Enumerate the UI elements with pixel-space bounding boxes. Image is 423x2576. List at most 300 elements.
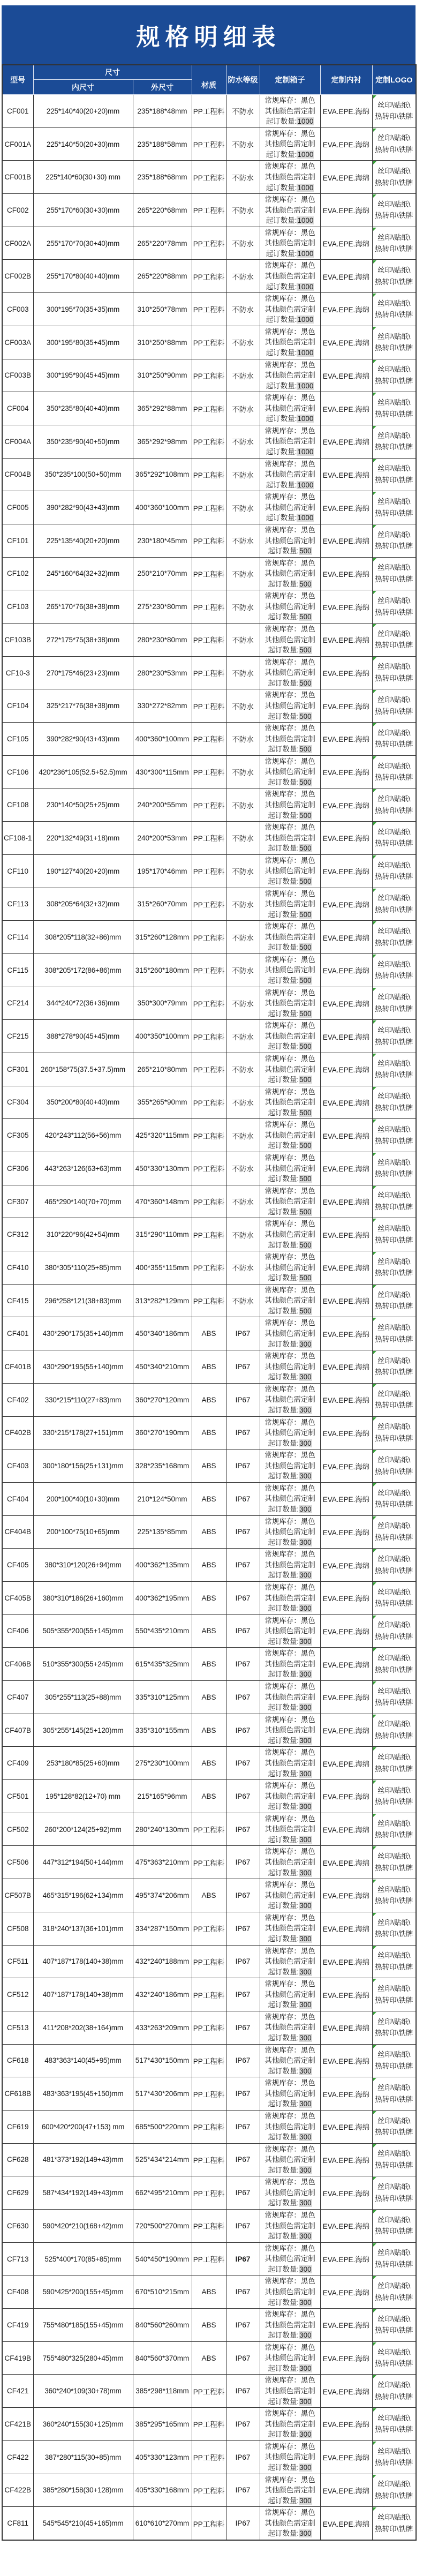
table-row (2, 1416, 416, 1450)
custom-liner-cell: EVA.EPE.海绵 (320, 1284, 372, 1317)
waterproof-cell: 不防水 (226, 127, 260, 161)
custom-liner-cell: EVA.EPE.海绵 (320, 2440, 372, 2474)
waterproof-cell: IP67 (226, 1416, 260, 1450)
moq-line (261, 1174, 320, 1184)
moq-prefix: 起订数量: (266, 316, 297, 324)
logo-method-line-1: 丝印\贴纸\ (377, 101, 411, 109)
moq-prefix: 起订数量: (268, 910, 299, 919)
table-row (2, 921, 416, 954)
moq-value: 1000 (297, 348, 314, 357)
other-color-line: 其他颜色需定制 (265, 1395, 315, 1404)
table-row (2, 1053, 416, 1086)
table-row (2, 491, 416, 524)
custom-box-cell (260, 524, 320, 557)
moq-value: 300 (299, 2463, 312, 2472)
moq-prefix: 起订数量: (268, 1141, 299, 1150)
logo-method-line-1: 丝印\贴纸\ (377, 1356, 411, 1365)
moq-value: 500 (299, 1076, 312, 1084)
custom-liner-cell: EVA.EPE.海绵 (320, 127, 372, 161)
model-cell: CF628 (2, 2143, 33, 2176)
stock-color-line: 常规库存：黑色 (265, 658, 315, 666)
custom-box-cell (260, 2143, 320, 2176)
waterproof-cell: 不防水 (226, 491, 260, 524)
logo-method-line-1: 丝印\贴纸\ (377, 1819, 411, 1828)
stock-color-line: 常规库存：黑色 (265, 426, 315, 435)
inner-size-cell: 255*170*80(40+40)mm (33, 260, 133, 293)
moq-line (261, 2462, 320, 2473)
table-header (2, 65, 416, 95)
custom-logo-cell (372, 2110, 416, 2143)
moq-line (261, 2397, 320, 2407)
other-color-line: 其他颜色需定制 (265, 2320, 315, 2329)
moq-line (261, 1669, 320, 1680)
moq-line (261, 843, 320, 854)
waterproof-cell: 不防水 (226, 1020, 260, 1053)
logo-method-line-2: 热转印\铁牌 (375, 641, 413, 650)
moq-value: 1000 (297, 415, 314, 423)
outer-size-cell: 315*260*180mm (133, 953, 192, 987)
material-cell: PP工程料 (192, 1813, 226, 1846)
waterproof-cell: IP67 (226, 1515, 260, 1549)
outer-size-cell: 215*165*96mm (133, 1780, 192, 1813)
inner-size-cell: 318*240*137(36+101)mm (33, 1912, 133, 1945)
inner-size-cell: 350*200*80(40+40)mm (33, 1086, 133, 1119)
material-cell: PP工程料 (192, 161, 226, 194)
page-title: 规格明细表 (136, 24, 281, 50)
other-color-line: 其他颜色需定制 (265, 2486, 315, 2495)
other-color-line: 其他颜色需定制 (265, 536, 315, 545)
moq-line (261, 546, 320, 557)
material-cell: PP工程料 (192, 2242, 226, 2275)
other-color-line: 其他颜色需定制 (265, 2387, 315, 2395)
moq-line (261, 1801, 320, 1812)
custom-box-cell (260, 854, 320, 888)
inner-size-cell: 200*100*40(10+30)mm (33, 1482, 133, 1515)
moq-prefix: 起订数量: (268, 1042, 299, 1051)
custom-box-cell (260, 953, 320, 987)
table-row (2, 2077, 416, 2111)
outer-size-cell: 517*430*150mm (133, 2044, 192, 2077)
logo-method-line-1: 丝印\贴纸\ (377, 266, 411, 275)
inner-size-cell: 225*140*50(20+30)mm (33, 127, 133, 161)
model-cell: CF419 (2, 2309, 33, 2342)
model-cell: CF401B (2, 1350, 33, 1384)
moq-line (261, 215, 320, 226)
moq-line (261, 1967, 320, 1978)
col-header-waterproof: 防水等级 (226, 65, 260, 95)
custom-box-cell (260, 1020, 320, 1053)
moq-prefix: 起订数量: (268, 2265, 299, 2273)
stock-color-line: 常规库存：黑色 (265, 625, 315, 633)
table-row (2, 2143, 416, 2176)
stock-color-line: 常规库存：黑色 (265, 196, 315, 204)
custom-box-cell (260, 2077, 320, 2111)
custom-liner-cell: EVA.EPE.海绵 (320, 2044, 372, 2077)
other-color-line: 其他颜色需定制 (265, 2089, 315, 2098)
logo-method-line-1: 丝印\贴纸\ (377, 861, 411, 869)
custom-logo-cell (372, 723, 416, 756)
moq-value: 300 (299, 1835, 312, 1844)
custom-box-cell (260, 260, 320, 293)
material-cell: PP工程料 (192, 953, 226, 987)
stock-color-line: 常规库存：黑色 (265, 394, 315, 402)
stock-color-line: 常规库存：黑色 (265, 856, 315, 865)
material-cell: PP工程料 (192, 2375, 226, 2408)
material-cell: ABS (192, 1648, 226, 1681)
stock-color-line: 常规库存：黑色 (265, 724, 315, 733)
moq-value: 500 (299, 1241, 312, 1249)
table-row (2, 2408, 416, 2441)
moq-prefix: 起订数量: (266, 117, 297, 126)
other-color-line: 其他颜色需定制 (265, 140, 315, 148)
custom-liner-cell: EVA.EPE.海绵 (320, 1383, 372, 1416)
custom-liner-cell: EVA.EPE.海绵 (320, 953, 372, 987)
custom-box-cell (260, 888, 320, 921)
logo-method-line-1: 丝印\贴纸\ (377, 2480, 411, 2489)
other-color-line: 其他颜色需定制 (265, 1429, 315, 1437)
moq-value: 1000 (297, 316, 314, 324)
custom-box-cell (260, 2044, 320, 2077)
moq-value: 500 (299, 844, 312, 853)
logo-method-line-2: 热转印\铁牌 (375, 1963, 413, 1971)
material-cell: PP工程料 (192, 2474, 226, 2507)
logo-method-line-2: 热转印\铁牌 (375, 1004, 413, 1013)
model-cell: CF401 (2, 1317, 33, 1350)
stock-color-line: 常规库存：黑色 (265, 295, 315, 303)
waterproof-cell: IP67 (226, 1879, 260, 1912)
material-cell: PP工程料 (192, 1978, 226, 2011)
custom-liner-cell: EVA.EPE.海绵 (320, 1152, 372, 1185)
waterproof-cell: IP67 (226, 2143, 260, 2176)
moq-line (261, 2165, 320, 2176)
custom-liner-cell: EVA.EPE.海绵 (320, 1614, 372, 1648)
stock-color-line: 常规库存：黑色 (265, 493, 315, 501)
waterproof-cell: IP67 (226, 1450, 260, 1483)
waterproof-cell: 不防水 (226, 689, 260, 723)
stock-color-line: 常规库存：黑色 (265, 1054, 315, 1063)
moq-line (261, 2528, 320, 2539)
moq-prefix: 起订数量: (266, 249, 297, 258)
custom-liner-cell: EVA.EPE.海绵 (320, 557, 372, 590)
logo-method-line-1: 丝印\贴纸\ (377, 762, 411, 770)
model-cell: CF10-3 (2, 656, 33, 689)
moq-line (261, 381, 320, 392)
stock-color-line: 常规库存：黑色 (265, 2343, 315, 2352)
outer-size-cell: 280*230*53mm (133, 656, 192, 689)
other-color-line: 其他颜色需定制 (265, 2156, 315, 2164)
model-cell: CF409 (2, 1747, 33, 1780)
logo-method-line-1: 丝印\贴纸\ (377, 663, 411, 671)
stock-color-line: 常规库存：黑色 (265, 1319, 315, 1327)
table-row (2, 822, 416, 855)
custom-logo-cell (372, 888, 416, 921)
logo-method-line-2: 热转印\铁牌 (375, 2260, 413, 2269)
moq-line (261, 1868, 320, 1879)
custom-liner-cell: EVA.EPE.海绵 (320, 723, 372, 756)
material-cell: ABS (192, 1780, 226, 1813)
moq-value: 500 (299, 877, 312, 885)
moq-prefix: 起订数量: (268, 1373, 299, 1381)
table-row (2, 1681, 416, 1714)
moq-prefix: 起订数量: (268, 1637, 299, 1646)
moq-value: 300 (299, 1902, 312, 1910)
moq-prefix: 起订数量: (266, 514, 297, 522)
outer-size-cell: 275*230*80mm (133, 590, 192, 624)
logo-method-line-2: 热转印\铁牌 (375, 377, 413, 385)
moq-line (261, 1769, 320, 1779)
moq-line (261, 1207, 320, 1218)
inner-size-cell: 330*215*178(27+151)mm (33, 1416, 133, 1450)
custom-box-cell (260, 1185, 320, 1218)
table-row (2, 2044, 416, 2077)
moq-value: 300 (299, 1439, 312, 1447)
outer-size-cell: 235*188*48mm (133, 95, 192, 128)
col-header-size: 尺寸 (33, 65, 192, 80)
table-row (2, 1581, 416, 1614)
custom-logo-cell (372, 1714, 416, 1747)
custom-logo-cell (372, 1251, 416, 1285)
custom-liner-cell: EVA.EPE.海绵 (320, 590, 372, 624)
moq-line (261, 579, 320, 590)
moq-value: 300 (299, 1934, 312, 1943)
table-row (2, 2011, 416, 2044)
moq-value: 500 (299, 910, 312, 919)
outer-size-cell: 385*295*165mm (133, 2408, 192, 2441)
model-cell: CF513 (2, 2011, 33, 2044)
logo-method-line-2: 热转印\铁牌 (375, 1930, 413, 1939)
custom-liner-cell: EVA.EPE.海绵 (320, 788, 372, 822)
other-color-line: 其他颜色需定制 (265, 1494, 315, 1503)
moq-value: 300 (299, 1967, 312, 1976)
logo-method-line-2: 热转印\铁牌 (375, 1401, 413, 1410)
table-row (2, 1317, 416, 1350)
outer-size-cell: 525*434*214mm (133, 2143, 192, 2176)
custom-logo-cell (372, 1978, 416, 2011)
custom-box-cell (260, 2474, 320, 2507)
waterproof-cell: 不防水 (226, 755, 260, 788)
custom-liner-cell: EVA.EPE.海绵 (320, 1482, 372, 1515)
custom-liner-cell: EVA.EPE.海绵 (320, 1747, 372, 1780)
waterproof-cell: 不防水 (226, 326, 260, 359)
table-row (2, 359, 416, 392)
moq-prefix: 起订数量: (268, 2496, 299, 2505)
inner-size-cell: 388*278*90(45+45)mm (33, 1020, 133, 1053)
outer-size-cell: 400*360*100mm (133, 723, 192, 756)
custom-logo-cell (372, 921, 416, 954)
table-row (2, 1185, 416, 1218)
custom-liner-cell: EVA.EPE.海绵 (320, 888, 372, 921)
stock-color-line: 常规库存：黑色 (265, 1352, 315, 1361)
stock-color-line: 常规库存：黑色 (265, 889, 315, 898)
outer-size-cell: 265*210*80mm (133, 1053, 192, 1086)
other-color-line: 其他颜色需定制 (265, 1296, 315, 1305)
other-color-line: 其他颜色需定制 (265, 1164, 315, 1173)
custom-logo-cell (372, 2011, 416, 2044)
moq-line (261, 876, 320, 887)
logo-method-line-1: 丝印\贴纸\ (377, 1555, 411, 1563)
custom-logo-cell (372, 755, 416, 788)
moq-prefix: 起订数量: (268, 1868, 299, 1877)
inner-size-cell: 225*140*60(30+30) mm (33, 161, 133, 194)
inner-size-cell: 255*170*60(30+30)mm (33, 194, 133, 227)
moq-value: 500 (299, 1108, 312, 1117)
model-cell: CF512 (2, 1978, 33, 2011)
moq-line (261, 348, 320, 358)
custom-logo-cell (372, 2176, 416, 2210)
other-color-line: 其他颜色需定制 (265, 470, 315, 479)
logo-method-line-2: 热转印\铁牌 (375, 938, 413, 947)
model-cell: CF618B (2, 2077, 33, 2111)
inner-size-cell: 420*243*112(56+56)mm (33, 1119, 133, 1152)
other-color-line: 其他颜色需定制 (265, 2023, 315, 2032)
moq-line (261, 744, 320, 755)
stock-color-line: 常规库存：黑色 (265, 1517, 315, 1526)
moq-line (261, 1901, 320, 1911)
table-row (2, 2341, 416, 2375)
outer-size-cell: 400*362*195mm (133, 1581, 192, 1614)
other-color-line: 其他颜色需定制 (265, 2287, 315, 2296)
moq-value: 300 (299, 2364, 312, 2372)
outer-size-cell: 615*435*325mm (133, 1648, 192, 1681)
inner-size-cell: 385*280*158(30+128)mm (33, 2474, 133, 2507)
other-color-line: 其他颜色需定制 (265, 867, 315, 875)
custom-liner-cell: EVA.EPE.海绵 (320, 1119, 372, 1152)
outer-size-cell: 685*500*220mm (133, 2110, 192, 2143)
inner-size-cell: 310*220*96(42+54)mm (33, 1218, 133, 1251)
custom-liner-cell: EVA.EPE.海绵 (320, 2210, 372, 2243)
material-cell: PP工程料 (192, 2408, 226, 2441)
material-cell: PP工程料 (192, 2176, 226, 2210)
logo-method-line-1: 丝印\贴纸\ (377, 1654, 411, 1663)
table-row (2, 392, 416, 425)
model-cell: CF421 (2, 2375, 33, 2408)
custom-box-cell (260, 822, 320, 855)
logo-method-line-1: 丝印\贴纸\ (377, 1092, 411, 1101)
moq-line (261, 2099, 320, 2109)
moq-value: 500 (299, 679, 312, 687)
custom-liner-cell: EVA.EPE.海绵 (320, 1879, 372, 1912)
other-color-line: 其他颜色需定制 (265, 206, 315, 214)
material-cell: ABS (192, 1549, 226, 1582)
waterproof-cell: IP67 (226, 1945, 260, 1978)
stock-color-line: 常规库存：黑色 (265, 790, 315, 799)
stock-color-line: 常规库存：黑色 (265, 228, 315, 237)
material-cell: PP工程料 (192, 624, 226, 657)
logo-method-line-2: 热转印\铁牌 (375, 2194, 413, 2203)
waterproof-cell: 不防水 (226, 260, 260, 293)
table-row (2, 1218, 416, 1251)
custom-logo-cell (372, 95, 416, 128)
outer-size-cell: 432*240*186mm (133, 1978, 192, 2011)
moq-prefix: 起订数量: (266, 282, 297, 291)
logo-method-line-1: 丝印\贴纸\ (377, 1753, 411, 1762)
waterproof-cell: IP67 (226, 1581, 260, 1614)
outer-size-cell: 310*250*90mm (133, 359, 192, 392)
logo-method-line-2: 热转印\铁牌 (375, 740, 413, 749)
moq-prefix: 起订数量: (268, 1406, 299, 1414)
custom-liner-cell: EVA.EPE.海绵 (320, 656, 372, 689)
custom-box-cell (260, 689, 320, 723)
stock-color-line: 常规库存：黑色 (265, 1385, 315, 1393)
moq-line (261, 1273, 320, 1283)
moq-prefix: 起订数量: (268, 745, 299, 754)
logo-method-line-1: 丝印\贴纸\ (377, 530, 411, 539)
custom-liner-cell: EVA.EPE.海绵 (320, 1251, 372, 1285)
moq-prefix: 起订数量: (268, 1175, 299, 1183)
moq-value: 1000 (297, 514, 314, 522)
moq-prefix: 起订数量: (268, 1306, 299, 1315)
waterproof-cell: 不防水 (226, 392, 260, 425)
model-cell: CF508 (2, 1912, 33, 1945)
custom-box-cell (260, 1218, 320, 1251)
inner-size-cell: 300*180*156(25+131)mm (33, 1450, 133, 1483)
logo-method-line-1: 丝印\贴纸\ (377, 2249, 411, 2257)
model-cell: CF110 (2, 854, 33, 888)
custom-liner-cell: EVA.EPE.海绵 (320, 854, 372, 888)
moq-prefix: 起订数量: (268, 646, 299, 655)
logo-method-line-1: 丝印\贴纸\ (377, 629, 411, 638)
moq-value: 300 (299, 1868, 312, 1877)
waterproof-cell: 不防水 (226, 987, 260, 1020)
moq-line (261, 183, 320, 193)
stock-color-line: 常规库存：黑色 (265, 2112, 315, 2120)
model-cell: CF002 (2, 194, 33, 227)
other-color-line: 其他颜色需定制 (265, 1759, 315, 1767)
moq-prefix: 起订数量: (268, 778, 299, 786)
custom-box-cell (260, 1317, 320, 1350)
waterproof-cell: IP67 (226, 1681, 260, 1714)
moq-line (261, 1108, 320, 1118)
outer-size-cell: 405*330*168mm (133, 2474, 192, 2507)
inner-size-cell: 380*305*110(25+85)mm (33, 1251, 133, 1285)
inner-size-cell: 305*255*113(25+88)mm (33, 1681, 133, 1714)
other-color-line: 其他颜色需定制 (265, 2420, 315, 2428)
custom-liner-cell: EVA.EPE.海绵 (320, 1581, 372, 1614)
material-cell: PP工程料 (192, 557, 226, 590)
material-cell: PP工程料 (192, 1251, 226, 1285)
model-cell: CF408 (2, 2275, 33, 2309)
outer-size-cell: 540*450*190mm (133, 2242, 192, 2275)
stock-color-line: 常规库存：黑色 (265, 1087, 315, 1096)
moq-prefix: 起订数量: (268, 679, 299, 687)
stock-color-line: 常规库存：黑色 (265, 1451, 315, 1460)
model-cell: CF402B (2, 1416, 33, 1450)
custom-logo-cell (372, 854, 416, 888)
model-cell: CF114 (2, 921, 33, 954)
other-color-line: 其他颜色需定制 (265, 1792, 315, 1800)
other-color-line: 其他颜色需定制 (265, 2122, 315, 2131)
moq-line (261, 1537, 320, 1548)
logo-method-line-2: 热转印\铁牌 (375, 1434, 413, 1443)
col-header-outer-size: 外尺寸 (133, 80, 192, 95)
waterproof-cell: IP67 (226, 2375, 260, 2408)
material-cell: PP工程料 (192, 1185, 226, 1218)
custom-box-cell (260, 293, 320, 326)
stock-color-line: 常规库存：黑色 (265, 1616, 315, 1625)
outer-size-cell: 275*230*100mm (133, 1747, 192, 1780)
title-band (2, 5, 416, 64)
model-cell: CF410 (2, 1251, 33, 1285)
custom-logo-cell (372, 1813, 416, 1846)
logo-method-line-2: 热转印\铁牌 (375, 311, 413, 319)
moq-value: 300 (299, 2199, 312, 2207)
custom-liner-cell: EVA.EPE.海绵 (320, 822, 372, 855)
other-color-line: 其他颜色需定制 (265, 371, 315, 380)
table-row (2, 854, 416, 888)
moq-prefix: 起订数量: (268, 2463, 299, 2472)
custom-box-cell (260, 1053, 320, 1086)
moq-prefix: 起订数量: (268, 1340, 299, 1348)
